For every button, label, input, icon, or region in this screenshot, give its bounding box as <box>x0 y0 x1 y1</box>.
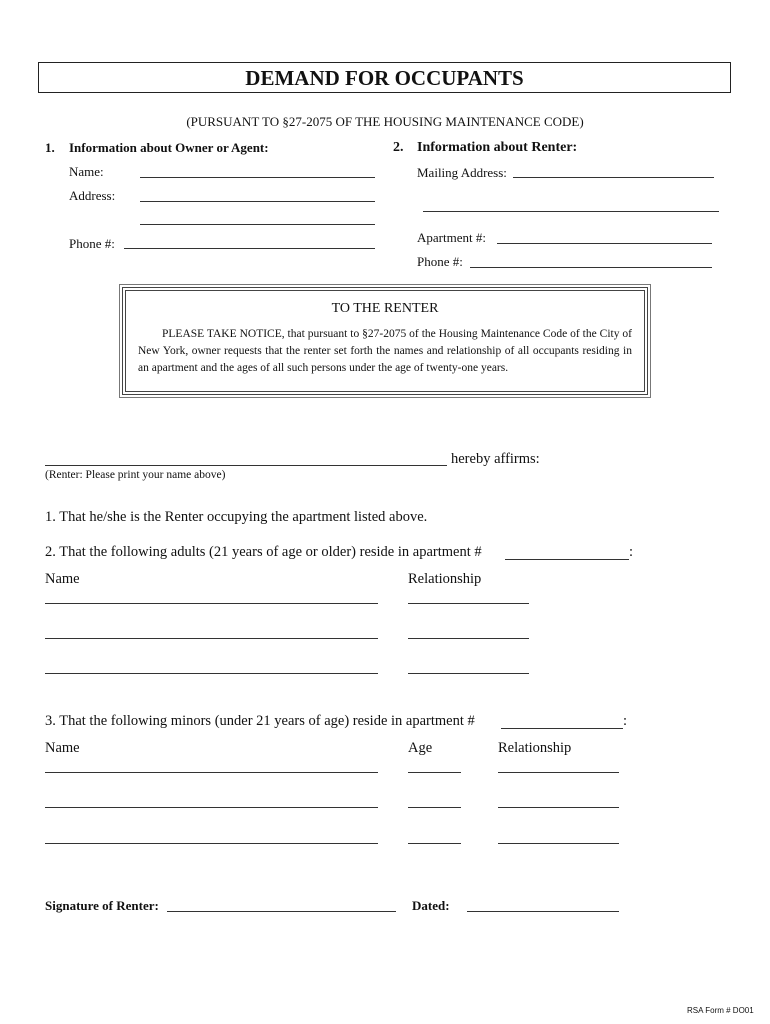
renter-phone-label: Phone #: <box>417 254 463 269</box>
minor-relationship-field-2[interactable] <box>498 807 619 808</box>
owner-section-heading: Information about Owner or Agent: <box>69 140 269 155</box>
owner-address-label: Address: <box>69 188 116 203</box>
affirm-text: hereby affirms: <box>451 451 540 467</box>
owner-name-label: Name: <box>69 164 104 179</box>
minor-name-field-1[interactable] <box>45 772 378 773</box>
affirm-note: (Renter: Please print your name above) <box>45 469 226 481</box>
dated-label: Dated: <box>412 898 450 913</box>
signature-label: Signature of Renter: <box>45 898 159 913</box>
owner-phone-field[interactable] <box>124 248 375 249</box>
renter-apartment-field[interactable] <box>497 243 712 244</box>
owner-address-field-2[interactable] <box>140 224 375 225</box>
minors-age-header: Age <box>408 740 433 756</box>
adults-relationship-header: Relationship <box>408 571 482 587</box>
statement-3: 3. That the following minors (under 21 years of age) reside in apartment # <box>45 713 475 729</box>
notice-body-text: PLEASE TAKE NOTICE, that pursuant to §27-2075 of the Housing Maintenance Code of the City of New York, owner requests that the renter set forth the names and relationship of all occupants residing in an apartment and the ages of all such persons under the age of twenty-one years. <box>138 328 632 374</box>
adult-name-field-2[interactable] <box>45 638 378 639</box>
renter-printed-name-field[interactable] <box>45 465 447 466</box>
adult-relationship-field-2[interactable] <box>408 638 529 639</box>
form-subtitle: (PURSUANT TO §27-2075 OF THE HOUSING MAINTENANCE CODE) <box>186 114 584 129</box>
renter-apartment-label: Apartment #: <box>417 230 486 245</box>
minor-relationship-field-1[interactable] <box>498 772 619 773</box>
adult-relationship-field-1[interactable] <box>408 603 529 604</box>
adult-name-field-1[interactable] <box>45 603 378 604</box>
statement-2-colon: : <box>629 544 634 560</box>
notice-title: TO THE RENTER <box>331 301 439 316</box>
minors-relationship-header: Relationship <box>498 740 572 756</box>
renter-mailing-label: Mailing Address: <box>417 165 507 180</box>
renter-mailing-field-1[interactable] <box>513 177 714 178</box>
form-number: RSA Form # DO01 <box>687 1006 754 1015</box>
minors-apartment-field[interactable] <box>501 728 623 729</box>
dated-field[interactable] <box>467 911 619 912</box>
minor-relationship-field-3[interactable] <box>498 843 619 844</box>
adults-name-header: Name <box>45 571 80 587</box>
statement-2: 2. That the following adults (21 years of age or older) reside in apartment # <box>45 544 482 560</box>
adult-relationship-field-3[interactable] <box>408 673 529 674</box>
statement-1: 1. That he/she is the Renter occupying the apartment listed above. <box>45 509 428 525</box>
statement-3-colon: : <box>623 713 628 729</box>
owner-name-field[interactable] <box>140 177 375 178</box>
renter-mailing-field-2[interactable] <box>423 211 719 212</box>
adult-name-field-3[interactable] <box>45 673 378 674</box>
renter-phone-field[interactable] <box>470 267 712 268</box>
owner-phone-label: Phone #: <box>69 236 115 251</box>
notice-box <box>122 287 648 395</box>
minor-age-field-1[interactable] <box>408 772 461 773</box>
renter-section-number: 2. <box>393 140 404 155</box>
minor-age-field-3[interactable] <box>408 843 461 844</box>
form-title: DEMAND FOR OCCUPANTS <box>38 62 731 93</box>
notice-body <box>138 326 632 377</box>
owner-section-number: 1. <box>45 140 55 155</box>
owner-address-field-1[interactable] <box>140 201 375 202</box>
adults-apartment-field[interactable] <box>505 559 629 560</box>
minor-age-field-2[interactable] <box>408 807 461 808</box>
minor-name-field-3[interactable] <box>45 843 378 844</box>
signature-field[interactable] <box>167 911 396 912</box>
minor-name-field-2[interactable] <box>45 807 378 808</box>
renter-section-heading: Information about Renter: <box>417 140 578 155</box>
minors-name-header: Name <box>45 740 80 756</box>
